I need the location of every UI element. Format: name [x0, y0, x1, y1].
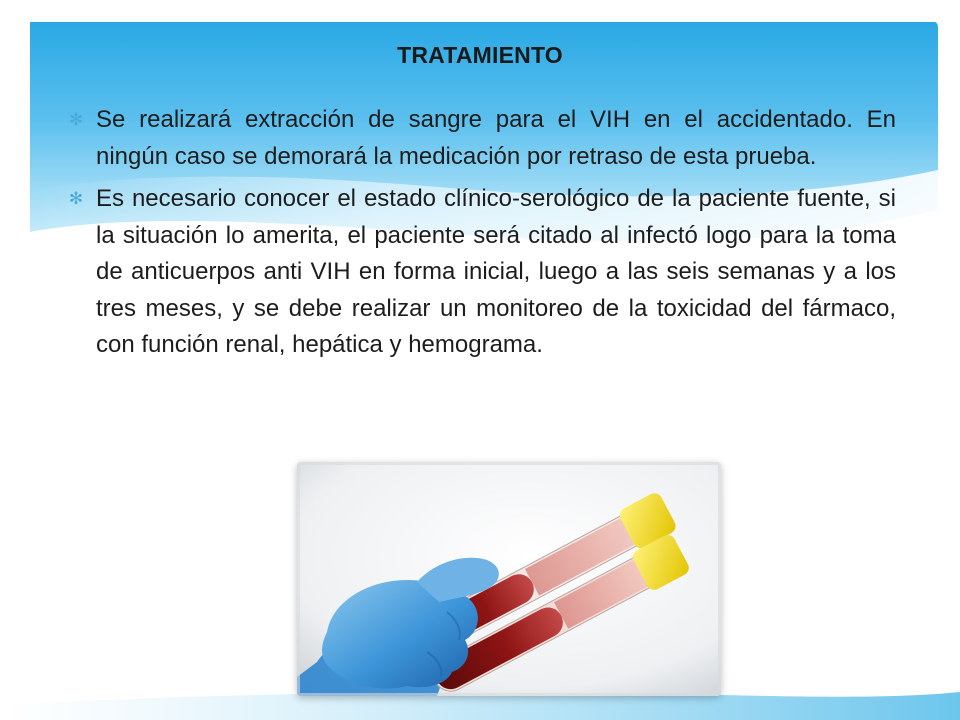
slide-title: TRATAMIENTO [397, 42, 563, 68]
photo-illustration [297, 462, 721, 696]
bullet-text: Se realizará extracción de sangre para el VIH en el accidentado. En ningún caso se demorará la medicación por retraso de esta prueba. [96, 106, 896, 170]
blood-test-tubes-photo [297, 462, 721, 696]
bullet-text: Es necesario conocer el estado clínico-serológico de la paciente fuente, si la situación lo amerita, el paciente será citado al infectó logo para la toma de anticuerpos anti VIH en forma inicial, luego a las seis semanas y a los tres meses, y se debe realizar un monitoreo de la toxicidad del fármaco, con función renal, hepática y hemograma. [96, 185, 896, 358]
bullet-item [66, 181, 896, 364]
asterisk-bullet-icon: ✻ [68, 110, 84, 129]
asterisk-bullet-icon: ✻ [68, 189, 84, 208]
bullet-list [66, 102, 896, 370]
bullet-item [66, 102, 896, 175]
